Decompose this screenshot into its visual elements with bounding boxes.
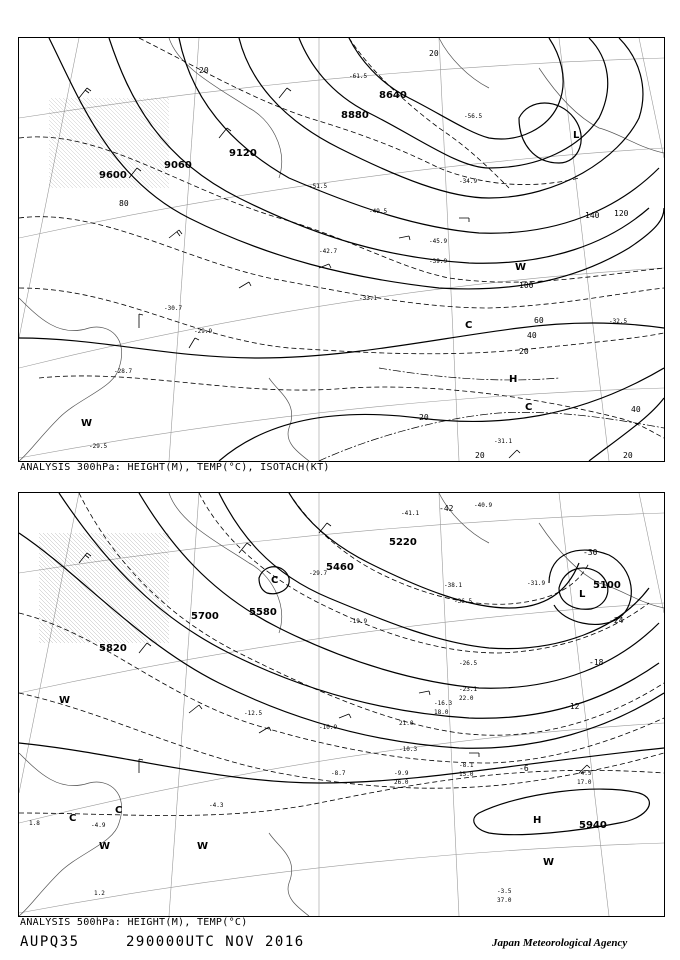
temp-label: -38.1 <box>444 582 463 589</box>
chart-code: AUPQ35 <box>20 934 80 950</box>
temp-label: -32.5 <box>609 318 628 325</box>
temp-label: -40.9 <box>474 502 493 509</box>
isotach-label: 60 <box>534 316 544 325</box>
low-center-symbol: L <box>579 589 586 600</box>
isotach-label: 140 <box>585 211 600 220</box>
chart-datetime: 290000UTC NOV 2016 <box>126 934 305 950</box>
warm-region-symbol: W <box>81 418 93 429</box>
temp-label: -10.9 <box>319 724 338 731</box>
panel-caption-300hpa: ANALYSIS 300hPa: HEIGHT(M), TEMP(°C), ISOTACH(KT) <box>20 462 330 473</box>
isotach-label: 20 <box>199 66 209 75</box>
dewpoint-label: 17.0 <box>577 779 592 786</box>
temp-label: -61.5 <box>349 73 368 80</box>
temp-label: -36.5 <box>454 598 473 605</box>
cold-region-symbol: C <box>525 402 533 413</box>
isotach-label: 100 <box>519 281 534 290</box>
temp-label: -4.5 <box>577 770 592 777</box>
temp-label: -19.9 <box>349 618 368 625</box>
dewpoint-label: 21.0 <box>399 720 414 727</box>
panel-caption-500hpa: ANALYSIS 500hPa: HEIGHT(M), TEMP(°C) <box>20 917 248 928</box>
height-label-300: 9600 <box>99 170 127 181</box>
temp-label: -34.9 <box>459 178 478 185</box>
isotach-label: 20 <box>429 49 439 58</box>
temp-label: -31.9 <box>527 580 546 587</box>
temp-label: -29.9 <box>194 328 213 335</box>
warm-region-symbol: W <box>99 841 111 852</box>
temp-label: -8.7 <box>331 770 346 777</box>
dewpoint-label: 1.2 <box>94 890 105 897</box>
isotach-label: 20 <box>519 347 529 356</box>
height-label-300: 9120 <box>229 148 257 159</box>
temp-label: -16.3 <box>434 700 453 707</box>
stipple-500 <box>39 533 169 643</box>
temp-label: -12.5 <box>244 710 263 717</box>
isotach-label: 40 <box>527 331 537 340</box>
temp-label: -29.5 <box>89 443 108 450</box>
temp-label: -4.3 <box>209 802 224 809</box>
temp-label: -45.9 <box>429 238 448 245</box>
temp-label: -51.5 <box>309 183 328 190</box>
dewpoint-label: 22.0 <box>459 695 474 702</box>
temp-label: -31.1 <box>494 438 513 445</box>
height-label-500: 5220 <box>389 537 417 548</box>
height-label-500: 5700 <box>191 611 219 622</box>
isotach-label: 40 <box>631 405 641 414</box>
warm-region-symbol: W <box>59 695 71 706</box>
temp-label: -29.7 <box>309 570 328 577</box>
warm-region-symbol: W <box>543 857 555 868</box>
height-label-300: 9060 <box>164 160 192 171</box>
height-label-300: 8640 <box>379 90 407 101</box>
isotach-label: 20 <box>475 451 485 460</box>
isotherm-label: -12 <box>565 702 580 711</box>
warm-region-symbol: W <box>197 841 209 852</box>
isotach-label: 20 <box>623 451 633 460</box>
agency-credit: Japan Meteorological Agency <box>492 937 628 949</box>
map-300hpa-svg <box>19 38 664 461</box>
height-label-300: 8880 <box>341 110 369 121</box>
temp-label: -4.9 <box>91 822 106 829</box>
temp-label: -28.7 <box>114 368 133 375</box>
isotach-label: 20 <box>419 413 429 422</box>
isotherm-label: -6 <box>519 764 529 773</box>
temp-label: -26.5 <box>459 660 478 667</box>
isotherm-label: -42 <box>439 504 454 513</box>
temp-label: -10.3 <box>399 746 418 753</box>
dewpoint-label: 37.0 <box>497 897 512 904</box>
isotach-label: 80 <box>119 199 129 208</box>
height-label-500: 5460 <box>326 562 354 573</box>
temp-label: -30.7 <box>164 305 183 312</box>
temp-label: -3.5 <box>497 888 512 895</box>
height-label-500: 5940 <box>579 820 607 831</box>
dewpoint-label: 26.0 <box>394 779 409 786</box>
temp-label: -41.1 <box>401 510 420 517</box>
isotherm-label: -24 <box>609 616 624 625</box>
isotach-label: 120 <box>614 209 629 218</box>
isotherm-label: -18 <box>589 658 604 667</box>
map-panel-300hpa <box>18 37 665 462</box>
map-panel-500hpa <box>18 492 665 917</box>
cold-region-symbol: C <box>69 813 77 824</box>
temp-label: -9.9 <box>394 770 409 777</box>
dewpoint-label: 1.8 <box>29 820 40 827</box>
temp-label: -8.1 <box>459 762 474 769</box>
height-label-500: 5580 <box>249 607 277 618</box>
height-label-500: 5820 <box>99 643 127 654</box>
temp-label: -39.9 <box>429 258 448 265</box>
dewpoint-label: 15.0 <box>459 771 474 778</box>
cold-region-symbol: C <box>465 320 473 331</box>
map-500hpa-svg <box>19 493 664 916</box>
temp-label: -49.5 <box>369 208 388 215</box>
warm-region-symbol: W <box>515 262 527 273</box>
cold-region-symbol: C <box>271 575 279 586</box>
temp-label: -56.5 <box>464 113 483 120</box>
cold-region-symbol: C <box>115 805 123 816</box>
temp-label: -42.7 <box>319 248 338 255</box>
high-center-symbol: H <box>509 374 518 385</box>
temp-label: -23.1 <box>459 686 478 693</box>
height-label-500: 5100 <box>593 580 621 591</box>
dewpoint-label: 18.0 <box>434 709 449 716</box>
low-center-symbol: L <box>573 130 580 141</box>
isotherm-label: -30 <box>583 548 598 557</box>
temp-label: -33.1 <box>359 295 378 302</box>
high-center-symbol: H <box>533 815 542 826</box>
